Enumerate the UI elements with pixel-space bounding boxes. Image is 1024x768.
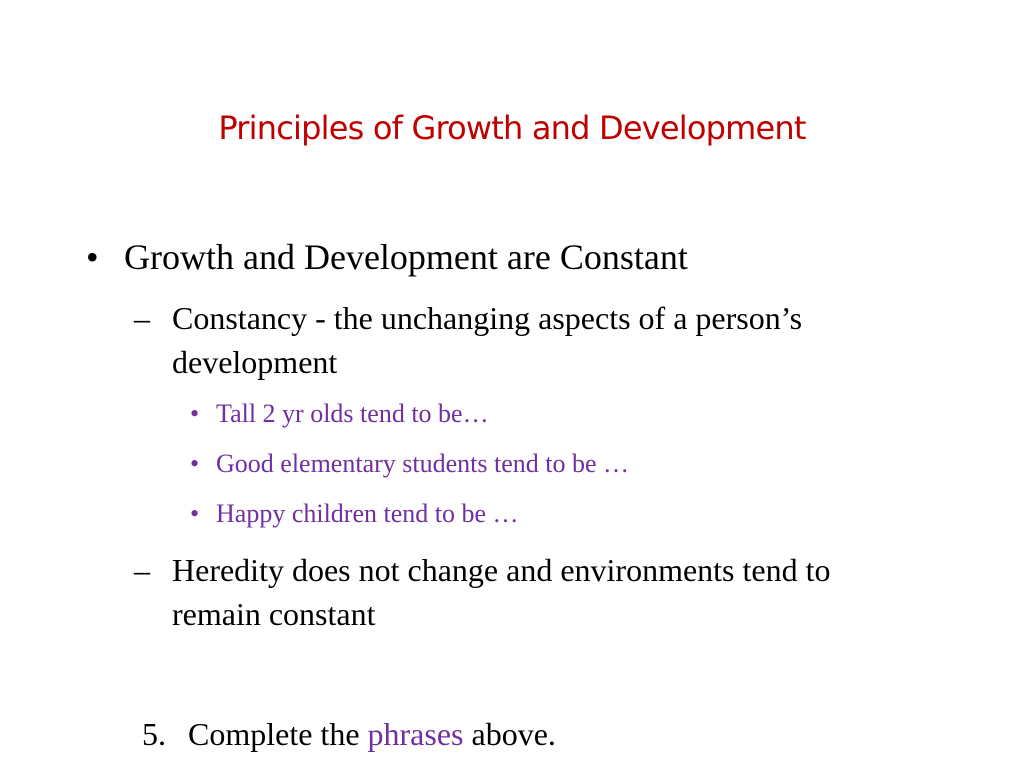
main-point-text: Growth and Development are Constant — [124, 237, 688, 277]
sub-point-constancy — [134, 296, 892, 384]
example-text: Good elementary students tend to be … — [216, 449, 630, 478]
task-instruction — [142, 712, 556, 756]
example-item — [190, 446, 629, 482]
bullet-marker: • — [86, 237, 99, 277]
example-item — [190, 396, 489, 432]
example-text: Happy children tend to be … — [216, 499, 519, 528]
task-text-after: above. — [471, 716, 556, 752]
task-text-before: Complete the — [188, 716, 360, 752]
bullet-marker: • — [190, 449, 200, 478]
sub-point-text: Heredity does not change and environments tend to remain constant — [172, 552, 831, 632]
main-bullet-point — [86, 233, 688, 281]
example-text: Tall 2 yr olds tend to be… — [216, 399, 489, 428]
slide-title: Principles of Growth and Development — [218, 109, 806, 147]
dash-marker: – — [134, 552, 150, 588]
sub-point-heredity — [134, 548, 892, 636]
sub-point-text: Constancy - the unchanging aspects of a person’s development — [172, 300, 803, 380]
dash-marker: – — [134, 300, 150, 336]
example-item — [190, 496, 519, 532]
task-number: 5. — [142, 716, 166, 752]
task-highlight-word: phrases — [367, 716, 464, 752]
bullet-marker: • — [190, 499, 200, 528]
bullet-marker: • — [190, 399, 200, 428]
